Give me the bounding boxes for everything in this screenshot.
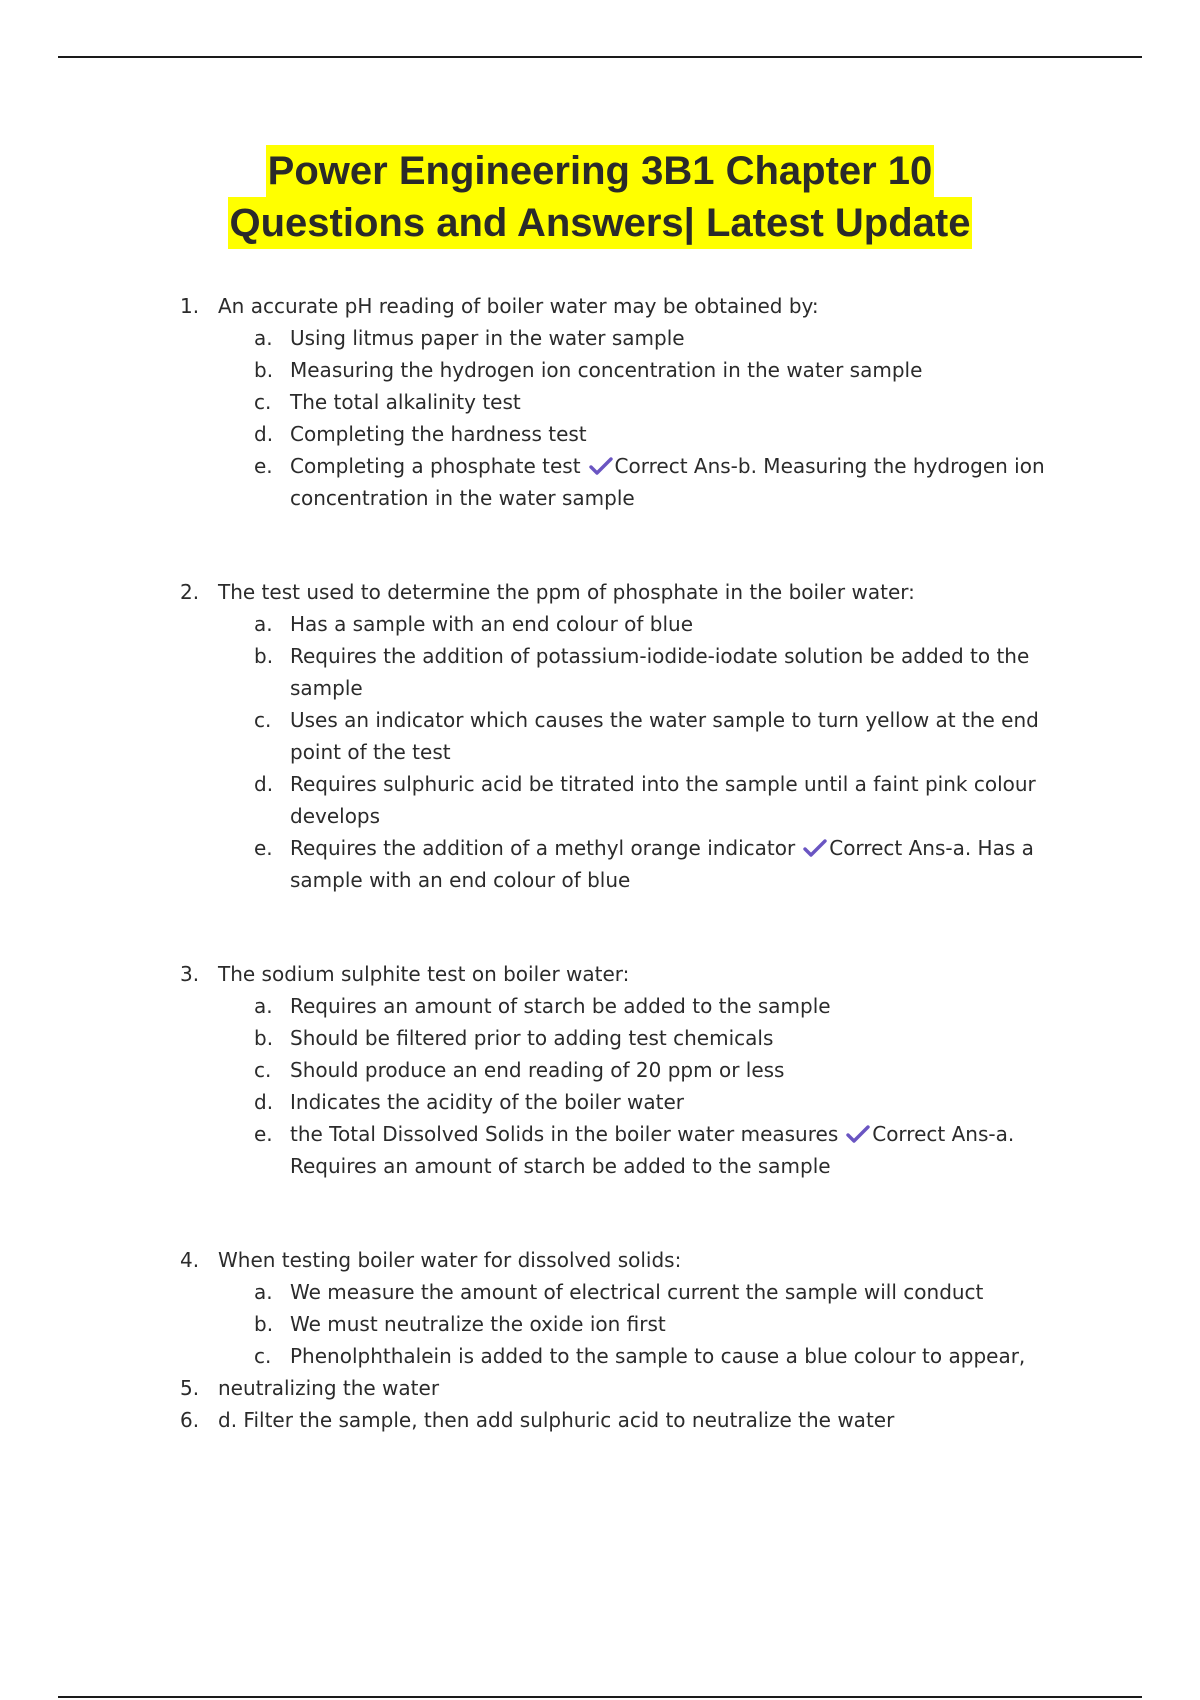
option-list (254, 1276, 1080, 1372)
option-text: Phenolphthalein is added to the sample to cause a blue colour to appear, (290, 1344, 1026, 1368)
option-text: Measuring the hydrogen ion concentration in the water sample (290, 358, 923, 382)
option-letter: d. (254, 1090, 274, 1114)
question-item (180, 958, 1080, 1182)
option-item (254, 418, 1080, 450)
option-item (254, 1308, 1080, 1340)
option-text: Should be filtered prior to adding test chemicals (290, 1026, 774, 1050)
option-list (254, 990, 1080, 1182)
question-text: d. Filter the sample, then add sulphuric acid to neutralize the water (218, 1408, 895, 1432)
checkmark-icon (846, 1125, 870, 1143)
option-letter: b. (254, 358, 274, 382)
checkmark-icon (589, 457, 613, 475)
option-letter: a. (254, 326, 273, 350)
question-number: 4. (180, 1248, 200, 1272)
question-text: An accurate pH reading of boiler water may be obtained by: (218, 294, 819, 318)
option-letter: a. (254, 1280, 273, 1304)
option-list (254, 608, 1080, 896)
question-number: 3. (180, 962, 200, 986)
option-item (254, 1340, 1080, 1372)
question-item (180, 290, 1080, 514)
question-spacer (180, 896, 1080, 958)
option-letter: c. (254, 1058, 272, 1082)
question-number: 2. (180, 580, 200, 604)
option-text: Requires sulphuric acid be titrated into the sample until a faint pink colour develops (290, 772, 1036, 828)
question-text: neutralizing the water (218, 1376, 440, 1400)
option-letter: b. (254, 1026, 274, 1050)
title-line-2: Questions and Answers| Latest Update (228, 197, 973, 249)
question-stem (180, 1404, 1080, 1436)
correct-answer-text: Correct Ans-a. Has a sample with an end colour of blue (290, 836, 1034, 892)
option-text: Requires the addition of a methyl orange indicator (290, 836, 796, 860)
question-number: 1. (180, 294, 200, 318)
question-text: The test used to determine the ppm of phosphate in the boiler water: (218, 580, 915, 604)
option-letter: d. (254, 772, 274, 796)
question-item (180, 576, 1080, 896)
option-item (254, 1054, 1080, 1086)
option-text: We measure the amount of electrical current the sample will conduct (290, 1280, 984, 1304)
correct-answer-text: Correct Ans-b. Measuring the hydrogen ion concentration in the water sample (290, 454, 1045, 510)
option-item (254, 1276, 1080, 1308)
option-text: Uses an indicator which causes the water sample to turn yellow at the end point of the test (290, 708, 1039, 764)
option-item (254, 322, 1080, 354)
option-text: The total alkalinity test (290, 390, 521, 414)
question-number: 6. (180, 1408, 200, 1432)
option-letter: d. (254, 422, 274, 446)
top-rule (58, 56, 1142, 58)
option-text: We must neutralize the oxide ion first (290, 1312, 666, 1336)
option-item (254, 832, 1080, 896)
option-item (254, 608, 1080, 640)
option-item (254, 1086, 1080, 1118)
option-item (254, 386, 1080, 418)
option-letter: e. (254, 454, 273, 478)
question-stem (180, 1244, 1080, 1276)
option-text: Completing the hardness test (290, 422, 587, 446)
option-text: Completing a phosphate test (290, 454, 581, 478)
option-text: Indicates the acidity of the boiler water (290, 1090, 685, 1114)
option-letter: a. (254, 612, 273, 636)
question-stem (180, 576, 1080, 608)
question-spacer (180, 514, 1080, 576)
question-item (180, 1372, 1080, 1404)
option-letter: a. (254, 994, 273, 1018)
question-stem (180, 1372, 1080, 1404)
option-list (254, 322, 1080, 514)
question-item (180, 1244, 1080, 1372)
option-item (254, 450, 1080, 514)
checkmark-icon (803, 839, 827, 857)
question-list (180, 290, 1080, 1436)
option-letter: b. (254, 644, 274, 668)
option-letter: e. (254, 1122, 273, 1146)
option-item (254, 768, 1080, 832)
option-text: Has a sample with an end colour of blue (290, 612, 694, 636)
option-text: Should produce an end reading of 20 ppm or less (290, 1058, 785, 1082)
question-text: When testing boiler water for dissolved solids: (218, 1248, 682, 1272)
option-item (254, 990, 1080, 1022)
option-item (254, 1022, 1080, 1054)
option-letter: c. (254, 1344, 272, 1368)
option-letter: c. (254, 390, 272, 414)
option-item (254, 354, 1080, 386)
option-letter: b. (254, 1312, 274, 1336)
option-text: Using litmus paper in the water sample (290, 326, 685, 350)
option-letter: e. (254, 836, 273, 860)
option-item (254, 1118, 1080, 1182)
question-text: The sodium sulphite test on boiler water: (218, 962, 630, 986)
document-title (100, 145, 1100, 249)
option-item (254, 704, 1080, 768)
option-text: Requires the addition of potassium-iodide-iodate solution be added to the sample (290, 644, 1030, 700)
question-stem (180, 290, 1080, 322)
bottom-rule (58, 1696, 1142, 1698)
option-text: Requires an amount of starch be added to the sample (290, 994, 831, 1018)
option-letter: c. (254, 708, 272, 732)
question-stem (180, 958, 1080, 990)
option-item (254, 640, 1080, 704)
question-spacer (180, 1182, 1080, 1244)
question-number: 5. (180, 1376, 200, 1400)
option-text: the Total Dissolved Solids in the boiler water measures (290, 1122, 839, 1146)
title-line-1: Power Engineering 3B1 Chapter 10 (266, 145, 935, 197)
question-item (180, 1404, 1080, 1436)
correct-answer-text: Correct Ans-a. Requires an amount of starch be added to the sample (290, 1122, 1015, 1178)
